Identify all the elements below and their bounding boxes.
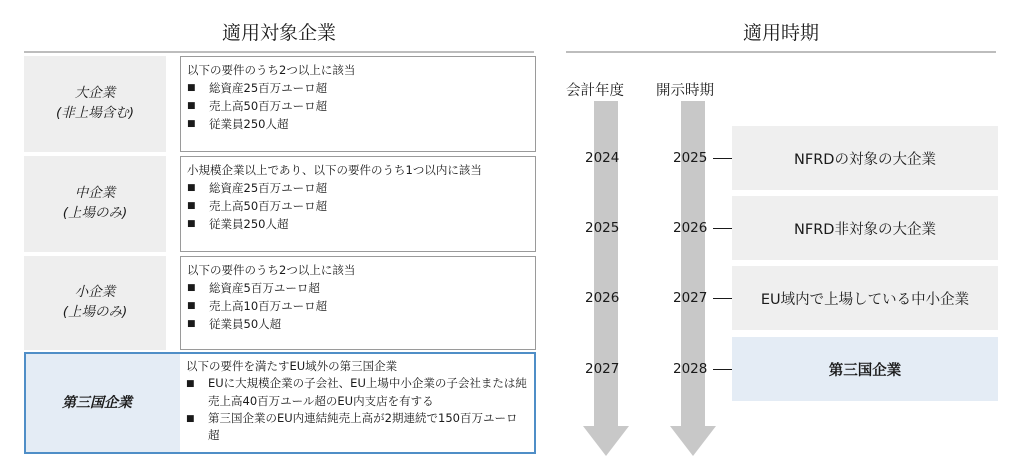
company-label-line: 中企業 xyxy=(74,185,116,202)
criteria-bullet: ■ 従業員250人超 xyxy=(187,115,529,133)
fiscal-year-value: 2024 xyxy=(585,150,620,166)
criteria-bullet: ■ 従業員250人超 xyxy=(187,215,529,233)
criteria-intro: 以下の要件のうち2つ以上に該当 xyxy=(187,63,356,77)
disclosure-year-value: 2027 xyxy=(673,290,708,306)
criteria-bullet: ■ EUに大規模企業の子会社、EU上場中小企業の子会社または純売上高40百万ユール超のEU内支店を有する xyxy=(186,375,528,410)
connector-line xyxy=(713,158,733,159)
applicable-category-box: NFRD非対象の大企業 xyxy=(732,196,998,260)
bullet-square-icon: ■ xyxy=(187,219,196,230)
bullet-square-icon: ■ xyxy=(186,413,195,424)
criteria-bullet: ■ 売上高50百万ユーロ超 xyxy=(187,97,529,115)
company-row-medium xyxy=(24,156,536,252)
company-row-large xyxy=(24,56,536,152)
company-label-line: 第三国企業 xyxy=(62,394,132,411)
company-label-medium xyxy=(24,156,166,252)
bullet-square-icon: ■ xyxy=(187,183,196,194)
left-section-title: 適用対象企業 xyxy=(221,22,336,44)
right-title-divider xyxy=(566,51,996,53)
company-label-large xyxy=(24,56,166,152)
company-criteria-medium xyxy=(180,156,536,252)
criteria-bullet: ■ 総資産25百万ユーロ超 xyxy=(187,79,529,97)
bullet-square-icon: ■ xyxy=(187,301,196,312)
disclosure-year-value: 2025 xyxy=(673,150,708,166)
company-criteria-large xyxy=(180,56,536,152)
company-label-third-country xyxy=(26,354,168,452)
left-title-divider xyxy=(24,51,534,53)
disclosure-year-value: 2028 xyxy=(673,361,708,377)
criteria-bullet: ■ 売上高50百万ユーロ超 xyxy=(187,197,529,215)
bullet-square-icon: ■ xyxy=(187,119,196,130)
company-label-line: (上場のみ) xyxy=(62,205,128,221)
criteria-bullet: ■ 第三国企業のEU内連結純売上高が2期連続で150百万ユーロ超 xyxy=(186,410,528,445)
disclosure-year-value: 2026 xyxy=(673,220,708,236)
fiscal-year-value: 2025 xyxy=(585,220,620,236)
disclosure-period-header: 開示時期 xyxy=(656,83,714,99)
right-section-title: 適用時期 xyxy=(742,22,819,44)
criteria-bullet: ■ 従業員50人超 xyxy=(187,315,529,333)
connector-line xyxy=(713,369,733,370)
connector-line xyxy=(713,228,733,229)
criteria-bullet: ■ 総資産25百万ユーロ超 xyxy=(187,179,529,197)
connector-line xyxy=(713,298,733,299)
bullet-square-icon: ■ xyxy=(187,319,196,330)
applicable-category-box: 第三国企業 xyxy=(732,337,998,401)
criteria-intro: 以下の要件を満たすEU域外の第三国企業 xyxy=(186,359,398,373)
company-label-line: (上場のみ) xyxy=(62,304,128,320)
company-criteria-small xyxy=(180,256,536,350)
criteria-intro: 小規模企業以上であり、以下の要件のうち1つ以内に該当 xyxy=(187,163,482,177)
company-label-line: (非上場含む) xyxy=(55,105,135,121)
fiscal-year-value: 2027 xyxy=(585,361,620,377)
criteria-bullet: ■ 総資産5百万ユーロ超 xyxy=(187,279,529,297)
criteria-bullet: ■ 売上高10百万ユーロ超 xyxy=(187,297,529,315)
fiscal-year-header: 会計年度 xyxy=(566,83,624,99)
company-label-line: 小企業 xyxy=(74,284,116,301)
bullet-square-icon: ■ xyxy=(187,101,196,112)
fiscal-year-value: 2026 xyxy=(585,290,620,306)
applicable-category-box: EU域内で上場している中小企業 xyxy=(732,266,998,330)
criteria-intro: 以下の要件のうち2つ以上に該当 xyxy=(187,263,356,277)
company-criteria-third-country xyxy=(180,354,534,452)
company-row-small xyxy=(24,256,536,350)
company-label-line: 大企業 xyxy=(74,85,116,102)
bullet-square-icon: ■ xyxy=(187,201,196,212)
bullet-square-icon: ■ xyxy=(186,379,195,390)
applicable-category-box: NFRDの対象の大企業 xyxy=(732,126,998,190)
bullet-square-icon: ■ xyxy=(187,283,196,294)
bullet-square-icon: ■ xyxy=(187,83,196,94)
company-label-small xyxy=(24,256,166,350)
company-row-third-country xyxy=(24,352,536,454)
